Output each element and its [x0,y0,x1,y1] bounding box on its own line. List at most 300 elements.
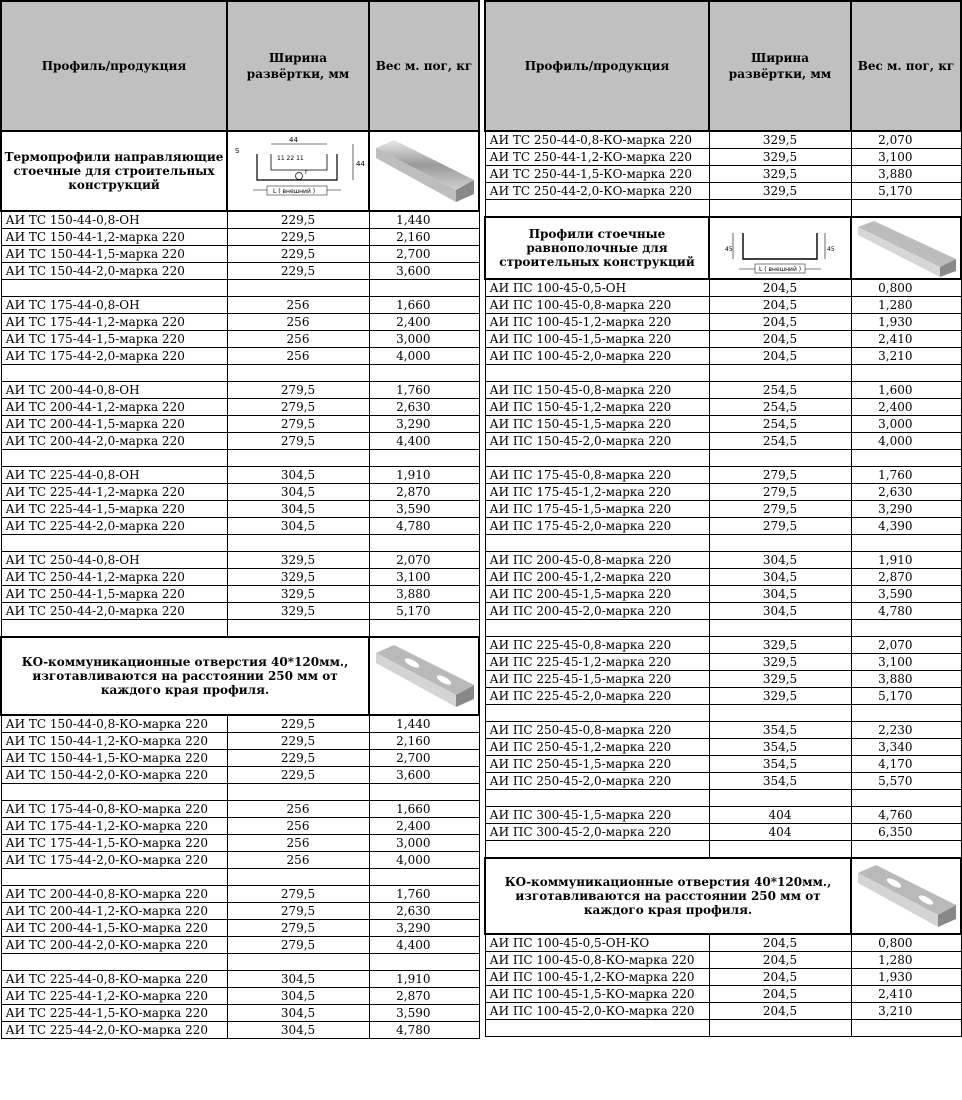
product-name-cell: АИ ТС 225-44-0,8-ОН [1,467,227,484]
weight-cell: 3,290 [369,416,479,433]
width-cell: 256 [227,852,369,869]
spacer-row [485,535,961,552]
product-name-cell: АИ ТС 250-44-2,0-КО-марка 220 [485,183,709,200]
table-row [485,279,961,297]
table-row [1,297,479,314]
weight-cell: 1,930 [851,314,961,331]
product-name-cell: АИ ПС 150-45-1,2-марка 220 [485,399,709,416]
table-row [1,569,479,586]
product-name-cell: АИ ПС 225-45-0,8-марка 220 [485,637,709,654]
product-name-cell: АИ ПС 175-45-1,2-марка 220 [485,484,709,501]
table-row [485,399,961,416]
width-cell: 204,5 [709,986,851,1003]
product-name-cell: АИ ТС 150-44-2,0-КО-марка 220 [1,767,227,784]
width-cell: 279,5 [227,433,369,450]
width-cell: 279,5 [227,399,369,416]
weight-cell: 3,880 [369,586,479,603]
product-name-cell: АИ ТС 175-44-2,0-марка 220 [1,348,227,365]
weight-cell: 1,760 [369,382,479,399]
table-row [1,211,479,229]
product-name-cell: АИ ТС 175-44-2,0-КО-марка 220 [1,852,227,869]
weight-cell: 2,700 [369,750,479,767]
profile-photo-ko [851,858,961,934]
width-cell: 279,5 [709,518,851,535]
weight-cell: 1,910 [369,971,479,988]
width-cell: 354,5 [709,773,851,790]
product-name-cell: АИ ТС 200-44-0,8-КО-марка 220 [1,886,227,903]
spacer-row [1,954,479,971]
table-row [1,903,479,920]
spacer-row [1,365,479,382]
width-cell: 329,5 [709,131,851,149]
table-row [1,1022,479,1039]
table-row [485,433,961,450]
table-row [485,382,961,399]
table-row [1,852,479,869]
table-row [485,166,961,183]
width-cell: 279,5 [227,416,369,433]
section-title: КО-коммуникационные отверстия 40*120мм., изготавливаются на расстоянии 250 мм от каждого края профиля. [485,858,851,934]
weight-cell: 3,880 [851,166,961,183]
metal-profile-photo-icon [372,136,476,206]
product-name-cell: АИ ТС 175-44-1,5-КО-марка 220 [1,835,227,852]
weight-cell: 3,590 [851,586,961,603]
table-row [1,818,479,835]
product-name-cell: АИ ТС 175-44-0,8-КО-марка 220 [1,801,227,818]
width-cell: 204,5 [709,969,851,986]
weight-cell: 1,440 [369,715,479,733]
product-name-cell: АИ ПС 200-45-1,2-марка 220 [485,569,709,586]
profile-drawing-ts [227,131,369,211]
table-row [1,750,479,767]
product-name-cell: АИ ПС 175-45-2,0-марка 220 [485,518,709,535]
product-name-cell: АИ ПС 250-45-2,0-марка 220 [485,773,709,790]
product-name-cell: АИ ТС 250-44-1,2-марка 220 [1,569,227,586]
width-cell: 256 [227,818,369,835]
width-cell: 329,5 [709,149,851,166]
table-row [485,149,961,166]
weight-cell: 3,100 [369,569,479,586]
width-cell: 329,5 [709,166,851,183]
weight-cell: 3,000 [369,331,479,348]
ps-profile-drawing-icon [725,219,835,277]
table-row [1,971,479,988]
table-row [1,518,479,535]
weight-cell: 4,780 [851,603,961,620]
weight-cell: 1,910 [369,467,479,484]
weight-cell: 4,000 [369,852,479,869]
weight-cell: 2,630 [369,903,479,920]
product-name-cell: АИ ТС 175-44-1,2-КО-марка 220 [1,818,227,835]
table-row [485,824,961,841]
product-name-cell: АИ ПС 225-45-1,2-марка 220 [485,654,709,671]
ts-profile-drawing-icon [233,134,363,208]
spacer-row [1,280,479,297]
weight-cell: 2,870 [369,988,479,1005]
weight-cell: 3,210 [851,1003,961,1020]
product-name-cell: АИ ТС 225-44-2,0-КО-марка 220 [1,1022,227,1039]
spacer-row [1,784,479,801]
table-row [1,263,479,280]
spacer-row [485,790,961,807]
table-row [485,969,961,986]
product-name-cell: АИ ТС 225-44-0,8-КО-марка 220 [1,971,227,988]
spacer-row [1,620,479,638]
metal-profile-photo-icon [854,861,958,931]
product-name-cell: АИ ПС 100-45-0,5-ОН [485,279,709,297]
weight-cell: 4,170 [851,756,961,773]
table-row [485,348,961,365]
svg-text:44: 44 [356,160,365,168]
table-row [1,246,479,263]
table-row [1,886,479,903]
weight-cell: 2,410 [851,331,961,348]
weight-cell: 3,600 [369,263,479,280]
profile-photo-ko [369,637,479,715]
product-name-cell: АИ ТС 225-44-1,5-марка 220 [1,501,227,518]
width-cell: 279,5 [227,382,369,399]
width-cell: 254,5 [709,399,851,416]
weight-cell: 1,910 [851,552,961,569]
weight-cell: 3,590 [369,1005,479,1022]
product-name-cell: АИ ТС 150-44-1,2-КО-марка 220 [1,733,227,750]
spacer-row [485,200,961,218]
weight-cell: 1,600 [851,382,961,399]
table-row [485,637,961,654]
product-name-cell: АИ ТС 200-44-2,0-марка 220 [1,433,227,450]
width-cell: 404 [709,824,851,841]
product-name-cell: АИ ПС 100-45-0,8-марка 220 [485,297,709,314]
weight-cell: 1,930 [851,969,961,986]
table-row [1,433,479,450]
table-row [485,722,961,739]
width-cell: 229,5 [227,263,369,280]
product-name-cell: АИ ТС 150-44-1,5-КО-марка 220 [1,750,227,767]
table-row [485,183,961,200]
svg-text:L ( внешний ): L ( внешний ) [273,188,316,195]
section-title: Профили стоечные равнополочные для строительных конструкций [485,217,709,279]
table-row [1,416,479,433]
width-cell: 279,5 [227,903,369,920]
width-cell: 304,5 [227,971,369,988]
width-cell: 354,5 [709,722,851,739]
table-header [1,1,479,131]
width-cell: 229,5 [227,767,369,784]
table-row [1,920,479,937]
width-cell: 279,5 [709,467,851,484]
table-row [485,518,961,535]
width-cell: 329,5 [227,569,369,586]
table-row [1,484,479,501]
weight-cell: 1,760 [851,467,961,484]
table-row [1,229,479,246]
section-title: Термопрофили направляющие стоечные для строительных конструкций [1,131,227,211]
product-name-cell: АИ ТС 175-44-1,2-марка 220 [1,314,227,331]
table-header [485,1,961,131]
weight-cell: 2,400 [369,818,479,835]
width-cell: 329,5 [709,671,851,688]
table-row [1,382,479,399]
table-row [1,801,479,818]
weight-cell: 5,170 [369,603,479,620]
weight-cell: 4,400 [369,433,479,450]
width-cell: 229,5 [227,229,369,246]
weight-cell: 3,290 [851,501,961,518]
table-row [485,586,961,603]
weight-cell: 2,070 [851,131,961,149]
section-header [485,217,961,279]
width-cell: 229,5 [227,211,369,229]
weight-cell: 4,780 [369,1022,479,1039]
width-cell: 404 [709,807,851,824]
width-cell: 204,5 [709,297,851,314]
weight-cell: 3,590 [369,501,479,518]
weight-cell: 2,070 [369,552,479,569]
weight-cell: 3,880 [851,671,961,688]
table-row [1,937,479,954]
width-cell: 229,5 [227,733,369,750]
width-cell: 329,5 [709,183,851,200]
table-row [1,988,479,1005]
table-row [485,952,961,969]
weight-cell: 1,660 [369,297,479,314]
table-row [485,756,961,773]
weight-cell: 2,870 [369,484,479,501]
product-name-cell: АИ ПС 100-45-1,5-марка 220 [485,331,709,348]
weight-cell: 3,100 [851,149,961,166]
width-cell: 279,5 [709,484,851,501]
table-row [485,131,961,149]
profile-photo-ts [369,131,479,211]
section-header [1,637,479,715]
product-name-cell: АИ ТС 225-44-1,2-марка 220 [1,484,227,501]
weight-cell: 0,800 [851,934,961,952]
weight-cell: 3,600 [369,767,479,784]
width-cell: 279,5 [709,501,851,518]
section-header [1,131,479,211]
spacer-row [485,620,961,637]
product-name-cell: АИ ПС 175-45-0,8-марка 220 [485,467,709,484]
metal-profile-photo-icon [854,219,958,277]
product-name-cell: АИ ТС 200-44-1,2-КО-марка 220 [1,903,227,920]
spacer-row [1,869,479,886]
table-row [1,399,479,416]
width-cell: 256 [227,314,369,331]
product-name-cell: АИ ПС 100-45-1,2-марка 220 [485,314,709,331]
spacer-row [485,841,961,859]
weight-cell: 4,400 [369,937,479,954]
width-cell: 256 [227,331,369,348]
weight-cell: 2,630 [369,399,479,416]
product-name-cell: АИ ТС 200-44-0,8-ОН [1,382,227,399]
weight-cell: 6,350 [851,824,961,841]
product-name-cell: АИ ПС 200-45-0,8-марка 220 [485,552,709,569]
weight-cell: 2,160 [369,229,479,246]
width-cell: 304,5 [709,552,851,569]
product-name-cell: АИ ТС 200-44-1,5-КО-марка 220 [1,920,227,937]
svg-text:S: S [235,147,240,155]
width-cell: 304,5 [227,518,369,535]
width-cell: 256 [227,835,369,852]
weight-cell: 3,000 [851,416,961,433]
product-name-cell: АИ ТС 175-44-0,8-ОН [1,297,227,314]
product-name-cell: АИ ПС 200-45-1,5-марка 220 [485,586,709,603]
table-row [1,767,479,784]
table-row [485,739,961,756]
product-name-cell: АИ ПС 150-45-2,0-марка 220 [485,433,709,450]
width-cell: 254,5 [709,382,851,399]
weight-cell: 2,630 [851,484,961,501]
weight-cell: 4,000 [369,348,479,365]
table-row [485,807,961,824]
table-row [485,331,961,348]
table-row [485,773,961,790]
svg-text:44: 44 [289,136,298,144]
header-weight: Вес м. пог, кг [851,1,961,131]
weight-cell: 5,570 [851,773,961,790]
product-name-cell: АИ ТС 150-44-1,2-марка 220 [1,229,227,246]
header-product: Профиль/продукция [1,1,227,131]
width-cell: 204,5 [709,279,851,297]
product-name-cell: АИ ТС 250-44-0,8-ОН [1,552,227,569]
spacer-row [485,705,961,722]
width-cell: 279,5 [227,920,369,937]
width-cell: 204,5 [709,934,851,952]
width-cell: 229,5 [227,715,369,733]
product-name-cell: АИ ТС 150-44-1,5-марка 220 [1,246,227,263]
header-product: Профиль/продукция [485,1,709,131]
width-cell: 304,5 [227,484,369,501]
weight-cell: 5,170 [851,183,961,200]
product-name-cell: АИ ПС 175-45-1,5-марка 220 [485,501,709,518]
width-cell: 304,5 [709,586,851,603]
table-row [1,1005,479,1022]
table-row [1,733,479,750]
table-row [485,297,961,314]
table-row [1,552,479,569]
table-row [1,715,479,733]
table-row [1,331,479,348]
product-name-cell: АИ ПС 100-45-2,0-марка 220 [485,348,709,365]
weight-cell: 2,870 [851,569,961,586]
weight-cell: 4,000 [851,433,961,450]
weight-cell: 4,760 [851,807,961,824]
product-name-cell: АИ ТС 150-44-0,8-ОН [1,211,227,229]
weight-cell: 2,410 [851,986,961,1003]
weight-cell: 3,290 [369,920,479,937]
product-name-cell: АИ ТС 200-44-1,2-марка 220 [1,399,227,416]
product-name-cell: АИ ПС 225-45-1,5-марка 220 [485,671,709,688]
svg-text:11 22 11: 11 22 11 [277,155,304,162]
spacer-row [485,1020,961,1037]
width-cell: 204,5 [709,952,851,969]
header-weight: Вес м. пог, кг [369,1,479,131]
width-cell: 256 [227,801,369,818]
profile-drawing-ps [709,217,851,279]
section-header [485,858,961,934]
weight-cell: 5,170 [851,688,961,705]
profile-photo-ps [851,217,961,279]
table-row [1,501,479,518]
table-row [485,416,961,433]
width-cell: 279,5 [227,886,369,903]
table-row [485,934,961,952]
product-name-cell: АИ ПС 100-45-0,8-КО-марка 220 [485,952,709,969]
weight-cell: 3,000 [369,835,479,852]
spacer-row [485,450,961,467]
table-row [485,1003,961,1020]
width-cell: 304,5 [709,603,851,620]
table-row [1,314,479,331]
table-row [485,552,961,569]
width-cell: 229,5 [227,246,369,263]
product-name-cell: АИ ТС 250-44-1,2-КО-марка 220 [485,149,709,166]
table-row [1,835,479,852]
weight-cell: 3,210 [851,348,961,365]
weight-cell: 3,340 [851,739,961,756]
right-price-table [484,0,962,1037]
width-cell: 254,5 [709,433,851,450]
width-cell: 329,5 [227,586,369,603]
width-cell: 329,5 [709,637,851,654]
width-cell: 329,5 [709,654,851,671]
product-name-cell: АИ ПС 300-45-1,5-марка 220 [485,807,709,824]
weight-cell: 1,760 [369,886,479,903]
product-name-cell: АИ ПС 100-45-2,0-КО-марка 220 [485,1003,709,1020]
width-cell: 256 [227,348,369,365]
width-cell: 304,5 [227,467,369,484]
width-cell: 204,5 [709,314,851,331]
product-name-cell: АИ ПС 250-45-0,8-марка 220 [485,722,709,739]
svg-text:L ( внешний ): L ( внешний ) [759,266,802,273]
svg-text:45: 45 [725,246,733,253]
product-name-cell: АИ ТС 250-44-0,8-КО-марка 220 [485,131,709,149]
width-cell: 254,5 [709,416,851,433]
table-row [485,986,961,1003]
spacer-row [1,535,479,552]
left-price-table [0,0,480,1039]
width-cell: 279,5 [227,937,369,954]
table-row [485,484,961,501]
product-name-cell: АИ ТС 175-44-1,5-марка 220 [1,331,227,348]
product-name-cell: АИ ПС 150-45-0,8-марка 220 [485,382,709,399]
weight-cell: 2,700 [369,246,479,263]
product-name-cell: АИ ТС 225-44-2,0-марка 220 [1,518,227,535]
table-row [485,569,961,586]
product-name-cell: АИ ТС 250-44-1,5-КО-марка 220 [485,166,709,183]
header-width: Ширина развёртки, мм [227,1,369,131]
width-cell: 204,5 [709,331,851,348]
spacer-row [1,450,479,467]
spacer-row [485,365,961,382]
product-name-cell: АИ ПС 100-45-1,5-КО-марка 220 [485,986,709,1003]
weight-cell: 1,280 [851,297,961,314]
weight-cell: 3,100 [851,654,961,671]
width-cell: 229,5 [227,750,369,767]
weight-cell: 2,230 [851,722,961,739]
table-row [485,671,961,688]
weight-cell: 2,070 [851,637,961,654]
width-cell: 204,5 [709,1003,851,1020]
weight-cell: 1,280 [851,952,961,969]
product-name-cell: АИ ПС 100-45-1,2-КО-марка 220 [485,969,709,986]
width-cell: 304,5 [227,501,369,518]
product-name-cell: АИ ПС 200-45-2,0-марка 220 [485,603,709,620]
table-row [485,654,961,671]
width-cell: 204,5 [709,348,851,365]
product-name-cell: АИ ТС 225-44-1,2-КО-марка 220 [1,988,227,1005]
table-row [485,467,961,484]
